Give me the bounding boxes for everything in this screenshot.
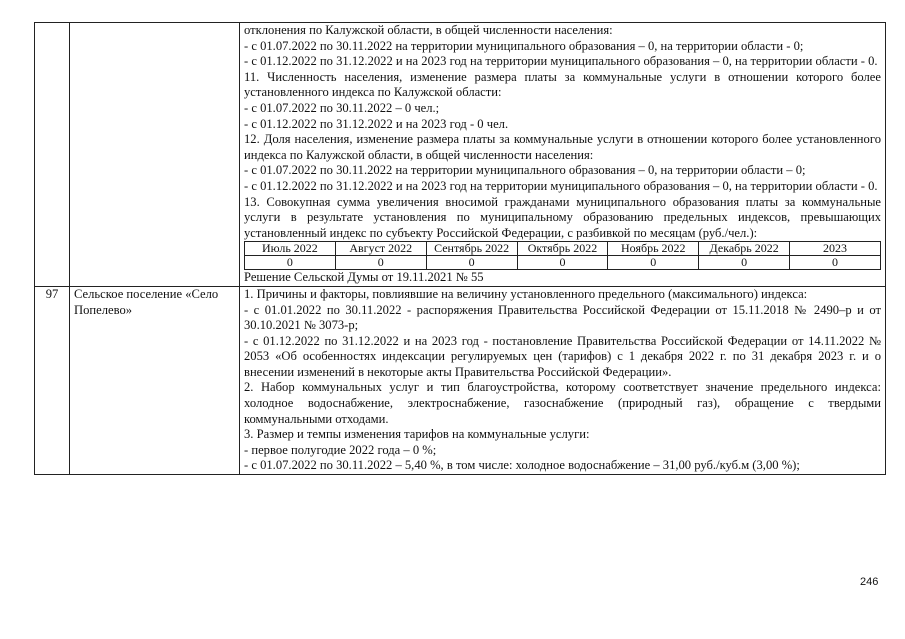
month-header: Октябрь 2022 [517,242,608,256]
municipality-cell [70,23,240,287]
month-header: Сентябрь 2022 [426,242,517,256]
paragraph: 1. Причины и факторы, повлиявшие на величину установленного предельного (максимального) индекса: [244,286,808,301]
paragraph: 12. Доля населения, изменение размера платы за коммунальные услуги в отношении которого более установленного индекса по Калужской области, в общей численности населения: [244,132,881,162]
paragraph: - с 01.07.2022 по 30.11.2022 – 5,40 %, в том числе: холодное водоснабжение – 31,00 руб./куб.м (3,00 %); [244,458,800,473]
month-header: Июль 2022 [245,242,336,256]
paragraph: отклонения по Калужской области, в общей численности населения: [244,23,613,37]
document-table [34,22,886,475]
paragraph: - с 01.12.2022 по 31.12.2022 и на 2023 год на территории муниципального образования – 0, на территории области - 0. [244,178,878,193]
month-header: 2023 [790,242,881,256]
row-number-cell: 97 [35,286,70,474]
paragraph: - с 01.12.2022 по 31.12.2022 и на 2023 год на территории муниципального образования – 0, на территории области - 0. [244,54,878,69]
paragraph: - с 01.12.2022 по 31.12.2022 и на 2023 год - 0 чел. [244,116,509,131]
paragraph: - с 01.07.2022 по 30.11.2022 на территории муниципального образования – 0, на территории области – 0; [244,163,806,178]
decision-reference: Решение Сельской Думы от 19.11.2021 № 55 [244,270,484,285]
month-value: 0 [517,256,608,270]
month-value: 0 [335,256,426,270]
paragraph: 13. Совокупная сумма увеличения вносимой гражданами муниципального образования платы за коммунальные услуги в результате установления по муниципальному образованию предельных индексов, превышающих установленный индекс по субъекту Российской Федерации, с разбивкой по месяцам (руб./чел.): [244,194,881,240]
row-number-cell [35,23,70,287]
paragraph: 2. Набор коммунальных услуг и тип благоустройства, которому соответствует значение предельного индекса: холодное водоснабжение, электроснабжение, газоснабжение (природный газ), обращение с твердыми коммунальными отходами. [244,380,881,426]
month-value: 0 [608,256,699,270]
table-row-97 [35,286,886,474]
month-value: 0 [699,256,790,270]
month-value: 0 [426,256,517,270]
details-cell [240,23,886,287]
monthly-header-row [245,242,881,256]
paragraph: - с 01.12.2022 по 31.12.2022 и на 2023 год - постановление Правительства Российской Федерации от 14.11.2022 № 2053 «Об особенностях индексации регулируемых цен (тарифов) с 1 декабря 2022 г. по 31 декабря 2023 г. и о внесении изменений в некоторые акты Правительства Российской Федерации». [244,333,881,379]
paragraph: - с 01.07.2022 по 30.11.2022 на территории муниципального образования – 0, на территории области - 0; [244,38,804,53]
paragraph: - первое полугодие 2022 года – 0 %; [244,442,437,457]
paragraph: - с 01.01.2022 по 30.11.2022 - распоряжения Правительства Российской Федерации от 15.11.2018 № 2490–р и от 30.10.2021 № 3073-р; [244,302,881,333]
page-number: 246 [860,576,879,588]
month-value: 0 [245,256,336,270]
table-row-previous [35,23,886,287]
month-header: Декабрь 2022 [699,242,790,256]
paragraph: - с 01.07.2022 по 30.11.2022 – 0 чел.; [244,100,440,115]
paragraph: 3. Размер и темпы изменения тарифов на коммунальные услуги: [244,427,590,442]
paragraph: 11. Численность населения, изменение размера платы за коммунальные услуги в отношении которого более установленного индекса по Калужской области: [244,69,881,100]
month-value: 0 [790,256,881,270]
month-header: Ноябрь 2022 [608,242,699,256]
monthly-value-row [245,256,881,270]
municipality-name: Сельское поселение «Село Попелево» [70,286,240,474]
monthly-sum-table [244,241,881,270]
month-header: Август 2022 [335,242,426,256]
details-cell [240,286,886,474]
